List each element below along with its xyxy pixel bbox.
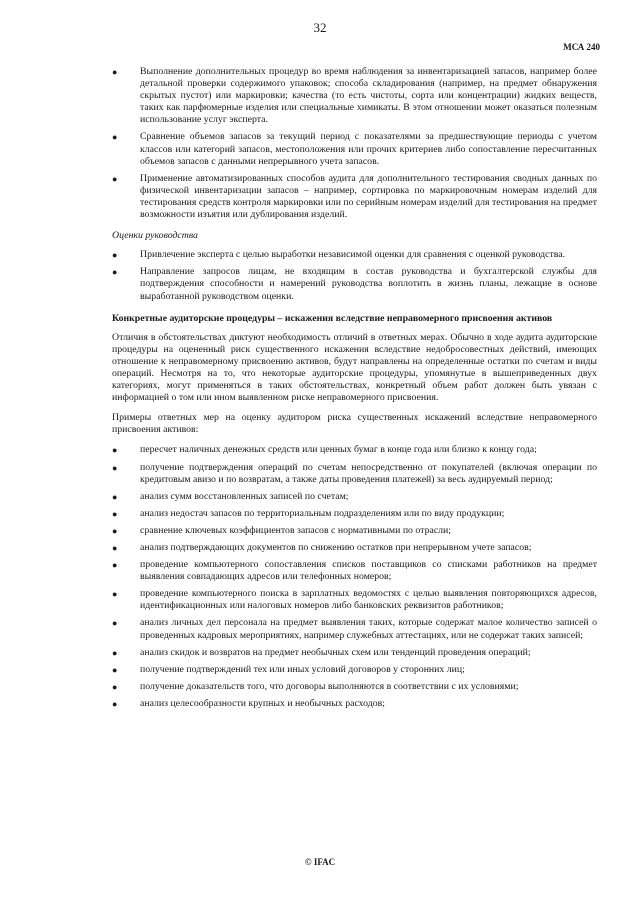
bullet-icon: ● — [112, 664, 118, 675]
bullet-icon: ● — [112, 618, 118, 629]
list-item-text: получение подтверждений тех или иных условий договоров у сторонних лиц; — [140, 663, 465, 675]
list-item-text: анализ недостач запасов по территориальным подразделениям или по виду продукции; — [140, 507, 505, 519]
list-item — [112, 559, 597, 583]
list-item-text: получение доказательств того, что договоры выполняются в соответствии с их условиями; — [140, 680, 519, 692]
bullet-icon: ● — [112, 647, 118, 658]
list-item-text: Направление запросов лицам, не входящим в состав руководства и бухгалтерской службы для подтверждения способности и намерений руководства воплотить в жизнь планы, лежащие в основе выработанной руководством оценки. — [140, 266, 597, 302]
list-item — [112, 698, 597, 710]
list-item — [112, 462, 597, 486]
bullet-icon: ● — [112, 491, 118, 502]
list-item-text: анализ подтверждающих документов по снижению остатков при непрерывном учете запасов; — [140, 542, 532, 553]
bullet-icon: ● — [112, 560, 118, 571]
list-item-text: анализ сумм восстановленных записей по счетам; — [140, 490, 349, 502]
list-item-text: анализ скидок и возвратов на предмет необычных схем или тенденций проведения операций; — [140, 646, 531, 658]
bullet-icon: ● — [112, 543, 118, 553]
list-item — [112, 525, 597, 537]
section-heading: Конкретные аудиторские процедуры – искажения вследствие неправомерного присвоения активов — [112, 312, 553, 324]
bullet-icon: ● — [112, 698, 118, 709]
bullet-icon: ● — [112, 445, 118, 456]
list-item — [112, 647, 597, 659]
list-item — [112, 508, 597, 520]
list-item — [112, 588, 597, 612]
list-item-text: проведение компьютерного сопоставления списков поставщиков со списками работников на предмет выявления совпадающих адресов или телефонных номеров; — [140, 559, 597, 583]
bullet-icon: ● — [112, 462, 118, 473]
bullet-icon: ● — [112, 525, 118, 536]
list-item-text: сравнение ключевых коэффициентов запасов с нормативными по отрасли; — [140, 524, 452, 536]
list-item-text: Выполнение дополнительных процедур во время наблюдения за инвентаризацией запасов, например более детальной проверки содержимого упаковок; способа складирования (например, на предмет обнаружения скрытых пустот) или маркировки; качества (то есть чистоты, сорта или концентрации) жидких веществ, таких как парфюмерные изделия или специальные химикаты. В этом отношении может оказаться полезным использование услуг эксперта. — [140, 66, 597, 126]
bullet-list-examples — [112, 444, 597, 710]
paragraph: Примеры ответных мер на оценку аудитором риска существенных искажений вследствие неправомерного присвоения активов: — [112, 412, 597, 436]
bullet-icon: ● — [112, 681, 118, 692]
list-item-text: получение подтверждения операций по счетам непосредственно от покупателей (включая операции по кредитовым авизо и по возвратам, а также даты проведения платежей) за весь аудируемый период; — [140, 461, 597, 485]
bullet-icon: ● — [112, 173, 118, 184]
page-content — [112, 66, 597, 715]
list-item — [112, 66, 597, 126]
list-item-text: проведение компьютерного поиска в зарплатных ведомостях с целью выявления повторяющихся адресов, идентификационных или налоговых номеров либо банковских реквизитов работников; — [140, 588, 597, 612]
list-item-text: Привлечение эксперта с целью выработки независимой оценки для сравнения с оценкой руководства. — [140, 249, 566, 261]
bullet-icon: ● — [112, 250, 118, 261]
bullet-icon: ● — [112, 508, 118, 519]
list-item-text: пересчет наличных денежных средств или ценных бумаг в конце года или близко к концу года; — [140, 444, 537, 456]
list-item — [112, 444, 597, 456]
page-number: 32 — [313, 20, 327, 35]
list-item — [112, 491, 597, 503]
bullet-icon: ● — [112, 589, 118, 600]
list-item — [112, 681, 597, 693]
bullet-icon: ● — [112, 132, 118, 143]
list-item — [112, 266, 597, 302]
list-item-text: Применение автоматизированных способов аудита для дополнительного тестирования сводных данных по физической инвентаризации запасов – например, сортировка по маркировочным номерам изделий для тестирования средств контроля маркировки или по серийным номерам изделий для тестирования на предмет возможности изъятия или дублирования изделий. — [140, 172, 598, 221]
list-item-text: анализ целесообразности крупных и необычных расходов; — [140, 697, 386, 709]
list-item — [112, 173, 597, 221]
standard-code: МСА 240 — [563, 42, 600, 52]
list-item — [112, 664, 597, 676]
list-item — [112, 617, 597, 641]
paragraph: Отличия в обстоятельствах диктуют необходимость отличий в ответных мерах. Обычно в ходе аудита аудиторские процедуры на оцененный риск существенного искажения вследствие недобросовестных действий, имеющих отношение к неправомерному присвоению активов, будут направлены на определенные остатки по счетам и виды операций. Несмотря на то, что некоторые аудиторские процедуры, упомянутые в вышеприведенных двух категориях, могут применяться в таких обстоятельствах, конкретный объем работ должен быть увязан с информацией о том или ином выявленном риске неправомерного присвоения. — [112, 331, 597, 404]
list-item — [112, 131, 597, 167]
bullet-list-procedures — [112, 66, 597, 221]
list-item — [112, 542, 597, 554]
bullet-list-estimates — [112, 249, 597, 302]
list-item-text: анализ личных дел персонала на предмет выявления таких, которые содержат малое количество записей о проведенных кадровых мероприятиях, например служебных аттестациях, или не содержат таких записей; — [140, 617, 597, 641]
bullet-icon: ● — [112, 267, 118, 278]
list-item — [112, 249, 597, 261]
subheading: Оценки руководства — [112, 230, 198, 242]
bullet-icon: ● — [112, 67, 118, 77]
list-item-text: Сравнение объемов запасов за текущий период с показателями за предшествующие периоды с учетом классов или категорий запасов, местоположения или прочих критериев либо сопоставление пересчитанных объемов запасов с данными непрерывного учета запасов. — [140, 131, 597, 167]
copyright-footer: © IFAC — [304, 857, 336, 867]
